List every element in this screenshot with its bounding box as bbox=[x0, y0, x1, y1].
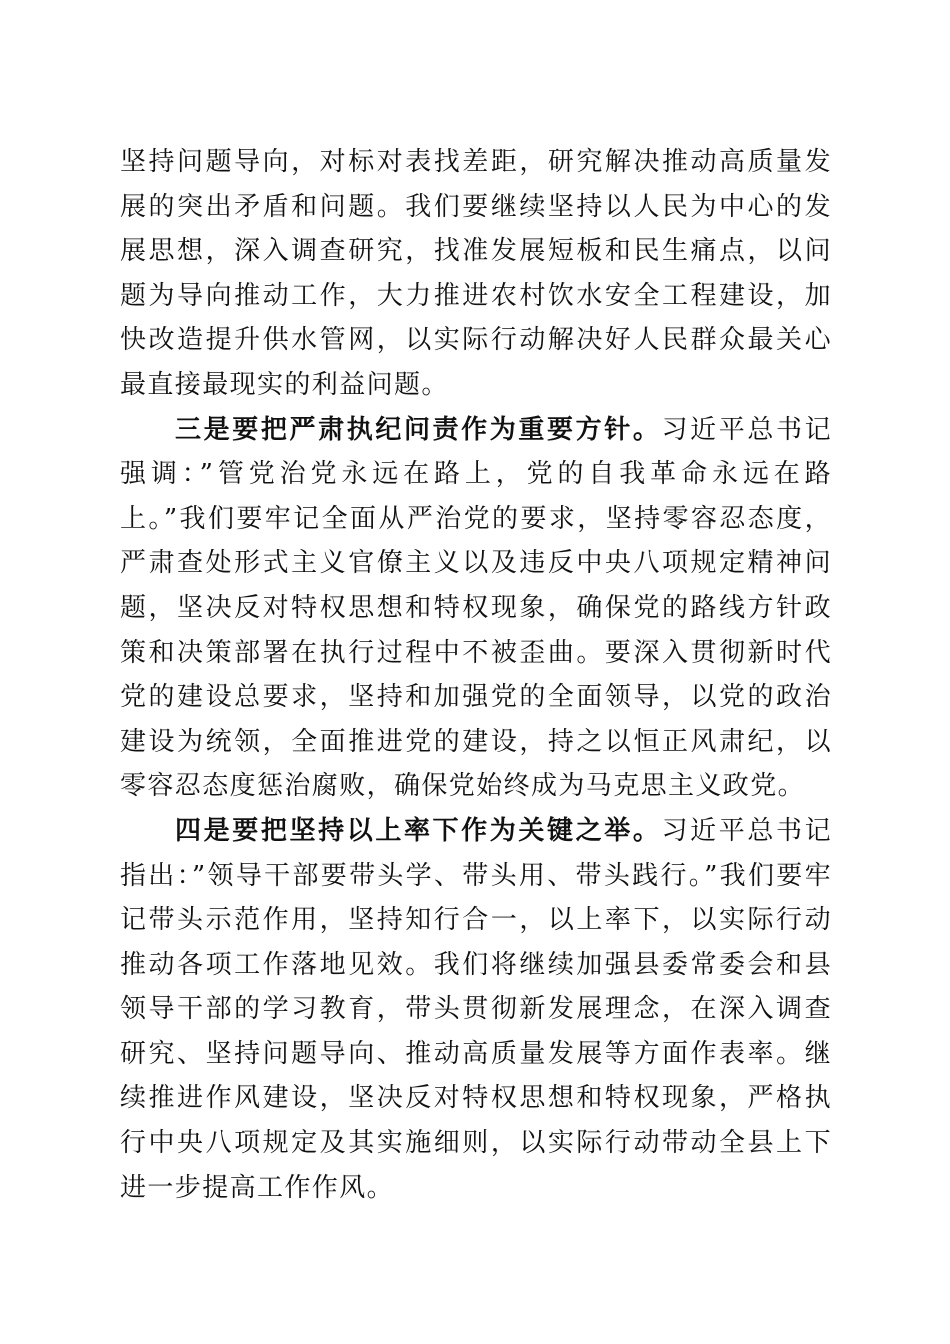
paragraph-2-text: 习近平总书记强调：”管党治党永远在路上，党的自我革命永远在路上。”我们要牢记全面从严治党的要求，坚持零容忍态度，严肃查处形式主义官僚主义以及违反中央八项规定精神问题，坚决反对特权思想和特权现象，确保党的路线方针政策和决策部署在执行过程中不被歪曲。要深入贯彻新时代党的建设总要求，坚持和加强党的全面领导，以党的政治建设为统领，全面推进党的建设，持之以恒正风肃纪，以零容忍态度惩治腐败，确保党始终成为马克思主义政党。 bbox=[120, 414, 832, 802]
paragraph-continuation bbox=[120, 140, 832, 408]
paragraph-point-three bbox=[120, 408, 832, 809]
paragraph-point-four bbox=[120, 809, 832, 1210]
paragraph-3-text: 习近平总书记指出：”领导干部要带头学、带头用、带头践行。”我们要牢记带头示范作用，坚持知行合一，以上率下，以实际行动推动各项工作落地见效。我们将继续加强县委常委会和县领导干部的学习教育，带头贯彻新发展理念，在深入调查研究、坚持问题导向、推动高质量发展等方面作表率。继续推进作风建设，坚决反对特权思想和特权现象，严格执行中央八项规定及其实施细则，以实际行动带动全县上下进一步提高工作作风。 bbox=[120, 815, 832, 1203]
paragraph-3-heading: 四是要把坚持以上率下作为关键之举。 bbox=[175, 815, 662, 846]
document-body bbox=[120, 140, 832, 1210]
paragraph-2-heading: 三是要把严肃执纪问责作为重要方针。 bbox=[175, 414, 662, 445]
paragraph-1-text: 坚持问题导向，对标对表找差距，研究解决推动高质量发展的突出矛盾和问题。我们要继续坚持以人民为中心的发展思想，深入调查研究，找准发展短板和民生痛点，以问题为导向推动工作，大力推进农村饮水安全工程建设，加快改造提升供水管网，以实际行动解决好人民群众最关心最直接最现实的利益问题。 bbox=[120, 147, 832, 400]
